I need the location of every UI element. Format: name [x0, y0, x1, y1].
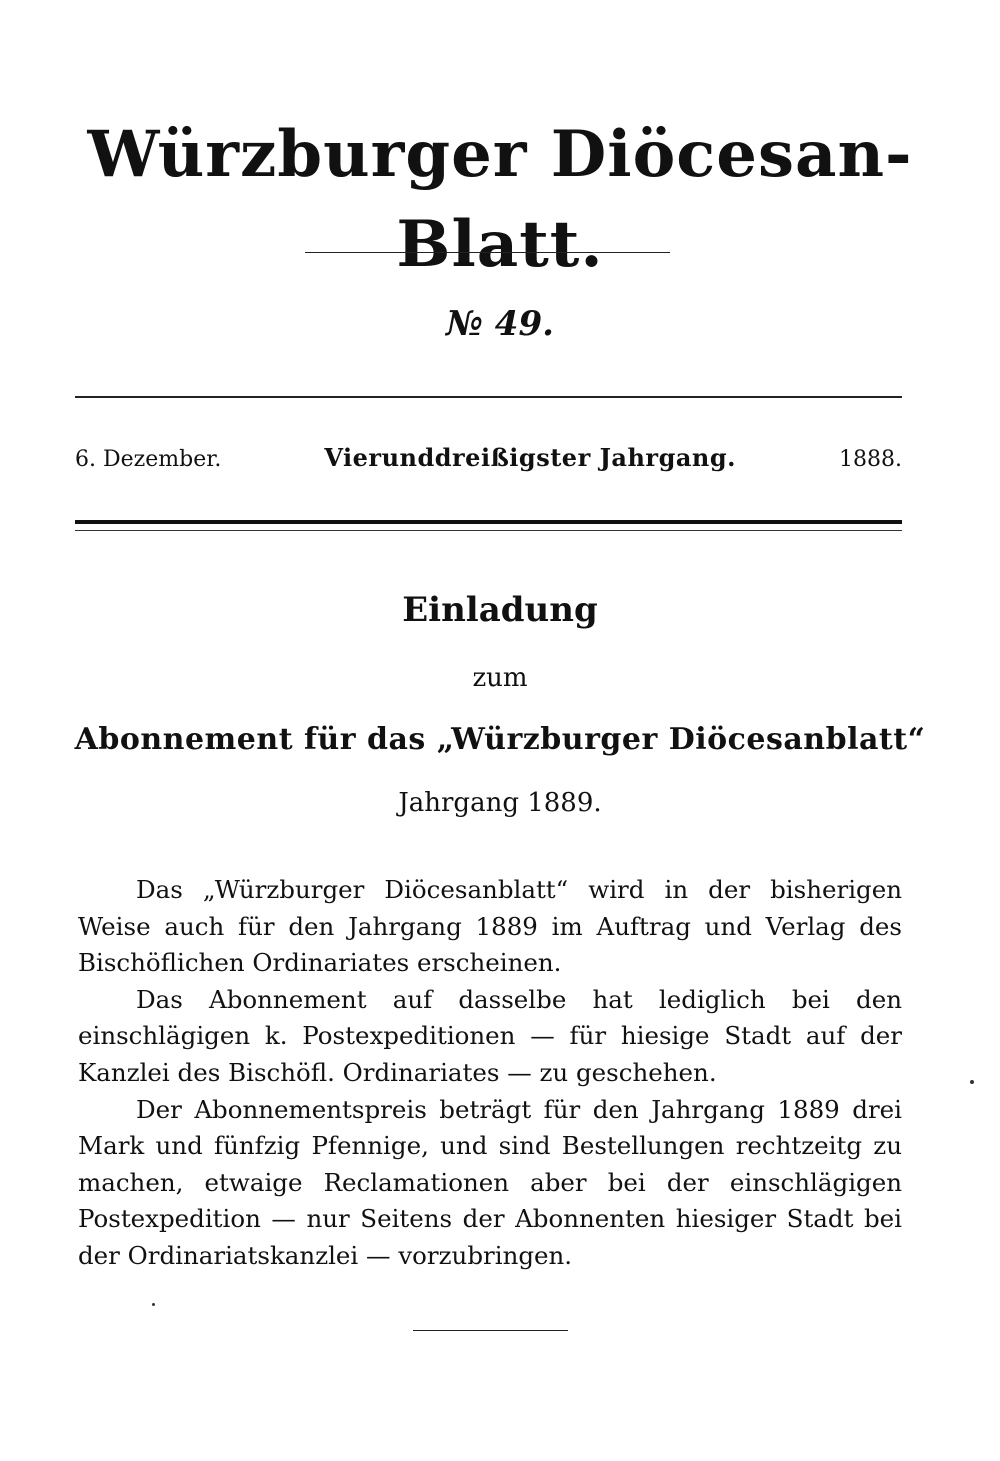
body-paragraph: Der Abonnementspreis beträgt für den Jahrgang 1889 drei Mark und fünfzig Pfennige, und sind Bestellungen rechtzeitg zu machen, etwaige Reclamationen aber bei der einschlägigen Postexpedition — nur Seitens der Abonnenten hiesiger Stadt bei der Ordinariatskanzlei — vorzubringen. [78, 1094, 902, 1270]
body-paragraph: Das „Würzburger Diöcesanblatt“ wird in der bisherigen Weise auch für den Jahrgang 1889 im Auftrag und Verlag des Bischöflichen Ordinariates erscheinen. [78, 875, 902, 978]
divider-header [75, 396, 902, 398]
print-speck [970, 1080, 974, 1084]
issue-year: 1888. [839, 447, 902, 472]
divider-short-bottom [413, 1330, 568, 1331]
print-speck [152, 1303, 155, 1306]
notice-heading: Einladung [402, 590, 598, 630]
divider-short-top [305, 252, 670, 253]
masthead-title: Würzburger Diöcesan-Blatt. [87, 117, 913, 282]
notice-subheading: zum [472, 663, 528, 693]
dateline [75, 442, 902, 476]
notice-year-line: Jahrgang 1889. [398, 788, 602, 818]
divider-double-thick [75, 520, 902, 524]
notice-subject: Abonnement für das „Würzburger Diöcesanblatt“ [74, 722, 926, 757]
notice-body [78, 872, 902, 1275]
body-paragraph: Das Abonnement auf dasselbe hat lediglich bei den einschlägigen k. Postexpeditionen — für hiesige Stadt auf der Kanzlei des Bischöfl. Ordinariates — zu geschehen. [78, 984, 902, 1087]
divider-double-thin [75, 530, 902, 531]
issue-number: № 49. [446, 304, 554, 344]
volume-label: Vierunddreißigster Jahrgang. [324, 443, 736, 472]
issue-date: 6. Dezember. [75, 447, 222, 472]
